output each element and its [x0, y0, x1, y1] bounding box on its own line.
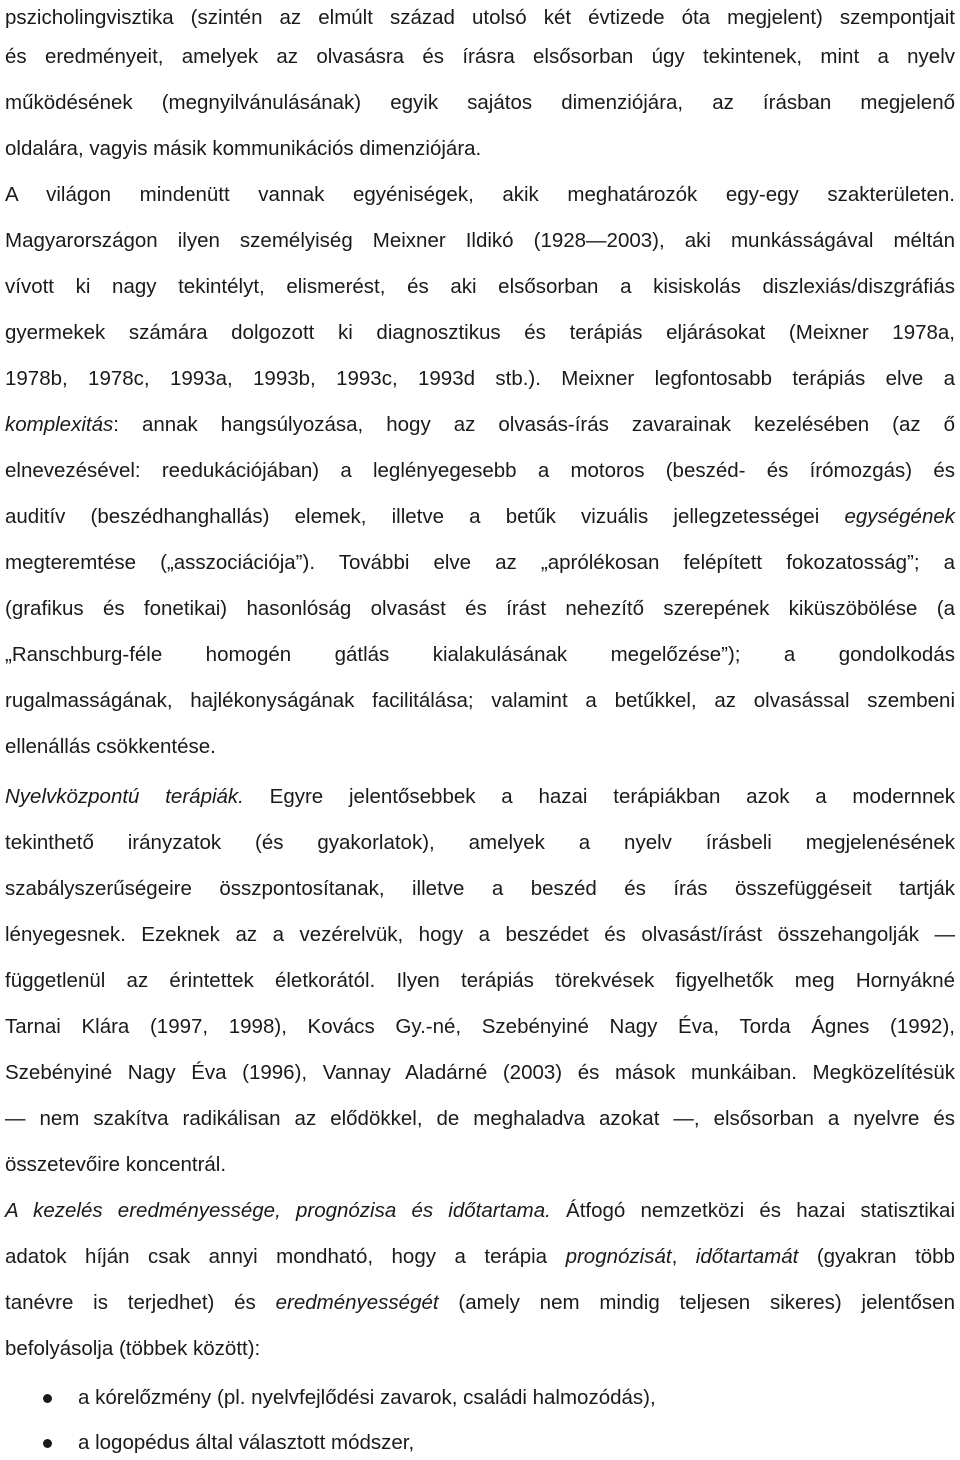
list-item-text: a logopédus által választott módszer, — [78, 1431, 415, 1454]
text-line — [5, 1196, 955, 1226]
text-line: lényegesnek. Ezeknek az a vezérelvük, hogy a beszédet és olvasást/írást összehangolják — — [5, 923, 955, 946]
text-line: vívott ki nagy tekintélyt, elismerést, és aki elsősorban a kisiskolás diszlexiás/diszgráfiás — [5, 275, 955, 298]
text-line: megteremtése („asszociációja”). További elve az „aprólékosan felépített fokozatosság”; a — [5, 551, 955, 574]
text-line: gyermekek számára dolgozott ki diagnosztikus és terápiás eljárásokat (Meixner 1978a, — [5, 321, 955, 344]
text-line — [5, 782, 955, 812]
text-span: tanévre is terjedhet) és — [5, 1291, 276, 1314]
italic-term: prognózisát — [565, 1245, 672, 1268]
text-line: és eredményeit, amelyek az olvasásra és írásra elsősorban úgy tekintenek, mint a nyelv — [5, 45, 955, 68]
text-line — [5, 1288, 955, 1318]
text-line — [5, 1242, 955, 1272]
text-line: működésének (megnyilvánulásának) egyik sajátos dimenziójára, az írásban megjelenő — [5, 91, 955, 114]
text-span: auditív (beszédhanghallás) elemek, illetve a betűk vizuális jellegzetességei — [5, 505, 820, 528]
bullet-icon — [43, 1439, 52, 1448]
text-line: függetlenül az érintettek életkorától. Ilyen terápiás törekvések figyelhetők meg Hornyákné — [5, 969, 955, 992]
text-span: adatok híján csak annyi mondható, hogy a terápia — [5, 1245, 566, 1268]
text-span: (amely nem mindig teljesen sikeres) jelentősen — [438, 1291, 955, 1314]
section-heading: A kezelés eredményessége, prognózisa és időtartama. — [5, 1199, 551, 1222]
text-line: oldalára, vagyis másik kommunikációs dimenziójára. — [5, 137, 482, 160]
text-span: Átfogó nemzetközi és hazai statisztikai — [550, 1199, 955, 1222]
text-line: tekinthető irányzatok (és gyakorlatok), amelyek a nyelv írásbeli megjelenésének — [5, 831, 955, 854]
text-line: szabályszerűségeire összpontosítanak, illetve a beszéd és írás összefüggéseit tartják — [5, 877, 955, 900]
text-line: „Ranschburg-féle homogén gátlás kialakulásának megelőzése”); a gondolkodás — [5, 643, 955, 666]
text-span: Egyre jelentősebbek a hazai terápiákban azok a modernnek — [243, 785, 955, 808]
text-line: elnevezésével: reedukációjában) a leglényegesebb a motoros (beszéd- és írómozgás) és — [5, 459, 955, 482]
text-line: A világon mindenütt vannak egyéniségek, akik meghatározók egy-egy szakterületen. — [5, 183, 955, 206]
text-line — [5, 410, 955, 440]
text-line: ellenállás csökkentése. — [5, 735, 216, 758]
text-span: : annak hangsúlyozása, hogy az olvasás-írás zavarainak kezelésében (az ő — [113, 413, 955, 436]
text-line: Tarnai Klára (1997, 1998), Kovács Gy.-né, Szebényiné Nagy Éva, Torda Ágnes (1992), — [5, 1015, 955, 1038]
list-item-text: a kórelőzmény (pl. nyelvfejlődési zavarok, családi halmozódás), — [78, 1386, 656, 1409]
bullet-icon — [43, 1394, 52, 1403]
text-line: pszicholingvisztika (szintén az elmúlt század utolsó két évtizede óta megjelent) szempontjait — [5, 6, 955, 29]
italic-term: eredményességét — [275, 1291, 439, 1314]
text-line: összetevőire koncentrál. — [5, 1153, 227, 1176]
text-span: , — [671, 1245, 696, 1268]
section-heading: Nyelvközpontú terápiák. — [5, 785, 244, 808]
italic-term: időtartamát — [695, 1245, 799, 1268]
text-span: (gyakran több — [798, 1245, 955, 1268]
text-line: — nem szakítva radikálisan az elődökkel, de meghaladva azokat —, elsősorban a nyelvre és — [5, 1107, 955, 1130]
italic-term: egységének — [844, 505, 955, 528]
text-line: (grafikus és fonetikai) hasonlóság olvasást és írást nehezítő szerepének kiküszöbölése (a — [5, 597, 955, 620]
text-line — [5, 502, 955, 532]
text-line: Magyarországon ilyen személyiség Meixner Ildikó (1928—2003), aki munkásságával méltán — [5, 229, 955, 252]
text-line: rugalmasságának, hajlékonyságának facilitálása; valamint a betűkkel, az olvasással szembeni — [5, 689, 955, 712]
italic-term: komplexitás — [5, 413, 114, 436]
text-line: 1978b, 1978c, 1993a, 1993b, 1993c, 1993d stb.). Meixner legfontosabb terápiás elve a — [5, 367, 955, 390]
text-line: Szebényiné Nagy Éva (1996), Vannay Aladárné (2003) és mások munkáiban. Megközelítésük — [5, 1061, 955, 1084]
text-line: befolyásolja (többek között): — [5, 1337, 261, 1360]
